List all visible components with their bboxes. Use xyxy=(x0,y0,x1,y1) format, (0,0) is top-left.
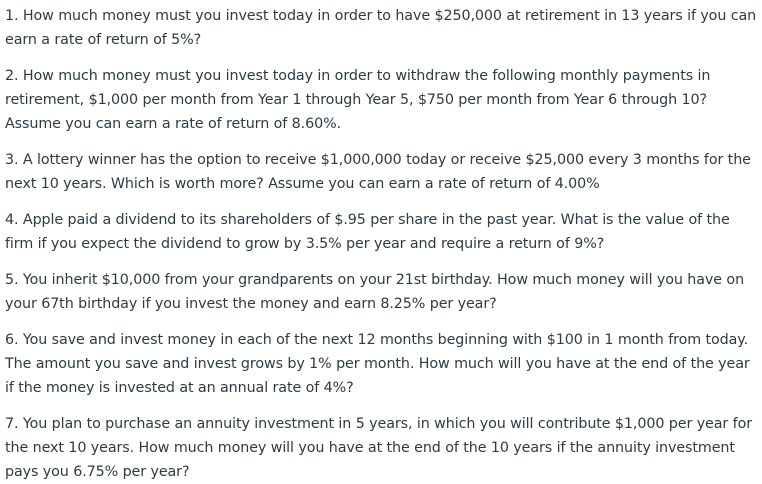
question-3: 3. A lottery winner has the option to receive $1,000,000 today or receive $25,000 every 3 months for the next 10 years. Which is worth more? Assume you can earn a rate of return of 4.00% xyxy=(5,152,751,192)
question-1: 1. How much money must you invest today in order to have $250,000 at retirement in 13 years if you can earn a rate of return of 5%? xyxy=(5,8,757,48)
question-5: 5. You inherit $10,000 from your grandparents on your 21st birthday. How much money will you have on your 67th birthday if you invest the money and earn 8.25% per year? xyxy=(5,272,745,312)
question-7: 7. You plan to purchase an annuity investment in 5 years, in which you will contribute $1,000 per year for the next 10 years. How much money will you have at the end of the 10 years if the annuity investment pays you 6.75% per year? xyxy=(5,416,752,480)
question-6: 6. You save and invest money in each of the next 12 months beginning with $100 in 1 month from today. The amount you save and invest grows by 1% per month. How much will you have at the end of the year if the money is invested at an annual rate of 4%? xyxy=(5,332,750,396)
question-2: 2. How much money must you invest today in order to withdraw the following monthly payments in retirement, $1,000 per month from Year 1 through Year 5, $750 per month from Year 6 through 10? Assume you can earn a rate of return of 8.60%. xyxy=(5,68,711,132)
question-4: 4. Apple paid a dividend to its shareholders of $.95 per share in the past year. What is the value of the firm if you expect the dividend to grow by 3.5% per year and require a return of 9%? xyxy=(5,212,730,252)
